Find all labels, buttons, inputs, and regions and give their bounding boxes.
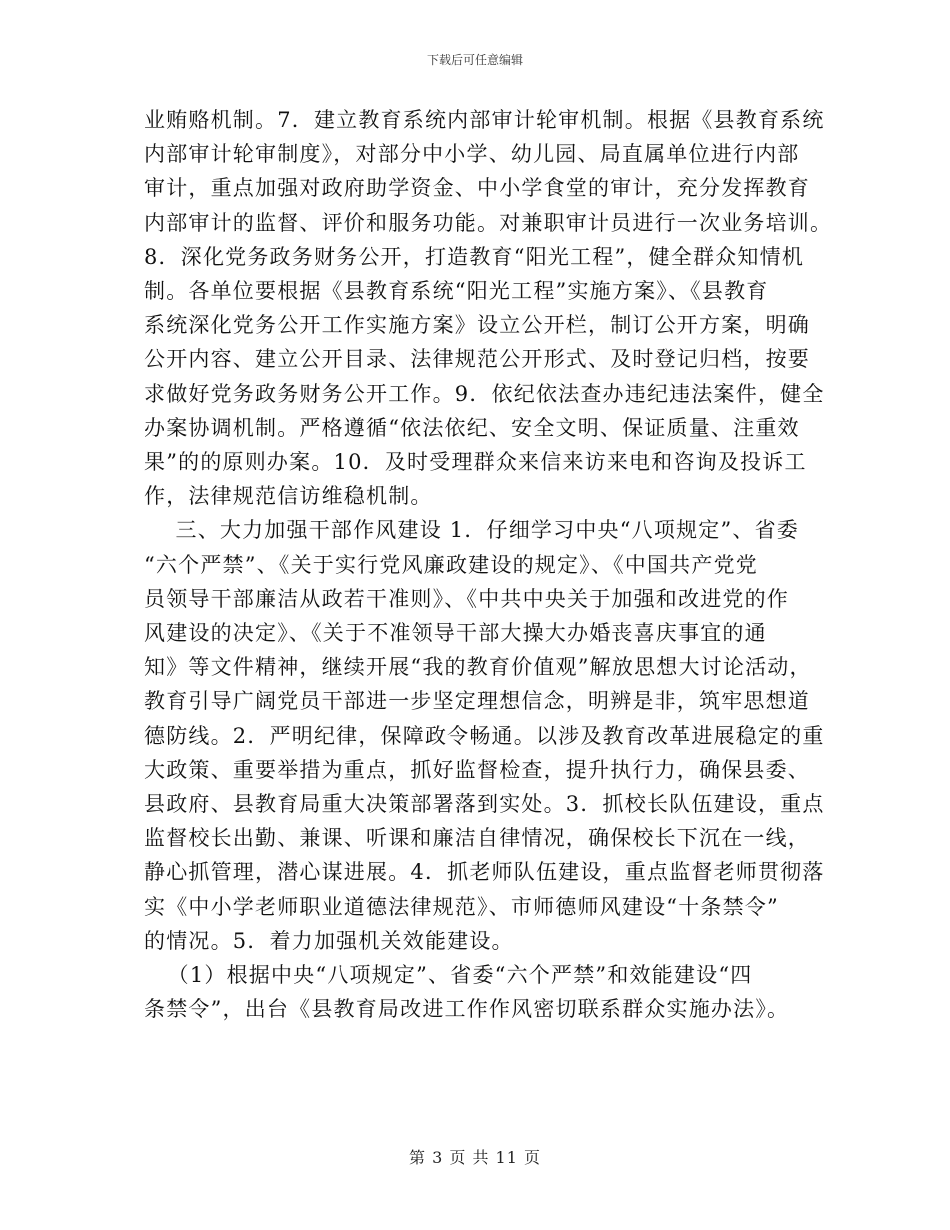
text-line: 求做好党务政务财务公开工作。9．依纪依法查办违纪违法案件，健全 bbox=[144, 381, 825, 406]
text-line: “六个严禁”、《关于实行党风廉政建设的规定》、《中国共产党党 bbox=[144, 552, 758, 577]
text-line: 内部审计轮审制度》，对部分中小学、幼儿园、局直属单位进行内部 bbox=[144, 142, 800, 167]
text-line: 静心抓管理，潜心谋进展。4．抓老师队伍建设，重点监督老师贯彻落 bbox=[144, 860, 825, 885]
text-line: 三、大力加强干部作风建设 1．仔细学习中央“八项规定”、省委 bbox=[144, 518, 800, 543]
text-line: 内部审计的监督、评价和服务功能。对兼职审计员进行一次业务培训。 bbox=[144, 210, 833, 235]
text-line: 大政策、重要举措为重点，抓好监督检查，提升执行力，确保县委、 bbox=[144, 757, 810, 782]
text-line: 8．深化党务政务财务公开，打造教育“阳光工程”，健全群众知情机 bbox=[144, 244, 805, 269]
text-line: 德防线。2．严明纪律，保障政令畅通。以涉及教育改革进展稳定的重 bbox=[144, 723, 825, 748]
text-line: 公开内容、建立公开目录、法律规范公开形式、及时登记归档，按要 bbox=[144, 347, 810, 372]
text-line: （1）根据中央“八项规定”、省委“六个严禁”和效能建设“四 bbox=[144, 963, 753, 988]
text-line: 制。各单位要根据《县教育系统“阳光工程”实施方案》、《县教育 bbox=[144, 279, 769, 304]
text-line: 办案协调机制。严格遵循“依法依纪、安全文明、保证质量、注重效 bbox=[144, 415, 800, 440]
text-line: 果”的的原则办案。10．及时受理群众来信来访来电和咨询及投诉工 bbox=[144, 450, 807, 475]
text-line: 业贿赂机制。7．建立教育系统内部审计轮审机制。根据《县教育系统 bbox=[144, 108, 825, 132]
text-line: 风建设的决定》、《关于不准领导干部大操大办婚丧喜庆事宜的通 bbox=[144, 621, 767, 646]
text-line: 的情况。5．着力加强机关效能建设。 bbox=[144, 928, 514, 953]
text-line: 审计，重点加强对政府助学资金、中小学食堂的审计，充分发挥教育 bbox=[144, 176, 810, 201]
text-line: 条禁令”，出台《县教育局改进工作作风密切联系群众实施办法》。 bbox=[144, 997, 790, 1022]
text-line: 作，法律规范信访维稳机制。 bbox=[144, 484, 433, 509]
document-body bbox=[144, 103, 833, 1026]
page-header: 下载后可任意编辑 bbox=[426, 53, 523, 67]
text-line: 知》等文件精神，继续开展“我的教育价值观”解放思想大讨论活动， bbox=[144, 655, 812, 680]
text-line: 员领导干部廉洁从政若干准则》、《中共中央关于加强和改进党的作 bbox=[144, 586, 789, 611]
text-line: 教育引导广阔党员干部进一步坚定理想信念，明辨是非，筑牢思想道 bbox=[144, 689, 810, 714]
page-number-footer: 第 3 页 共 11 页 bbox=[409, 1148, 541, 1167]
text-line: 县政府、县教育局重大决策部署落到实处。3．抓校长队伍建设，重点 bbox=[144, 792, 825, 817]
text-line: 系统深化党务公开工作实施方案》设立公开栏，制订公开方案，明确 bbox=[144, 313, 810, 338]
text-line: 实《中小学老师职业道德法律规范》、市师德师风建设“十条禁令” bbox=[144, 894, 779, 919]
text-line: 监督校长出勤、兼课、听课和廉洁自律情况，确保校长下沉在一线， bbox=[144, 826, 810, 851]
